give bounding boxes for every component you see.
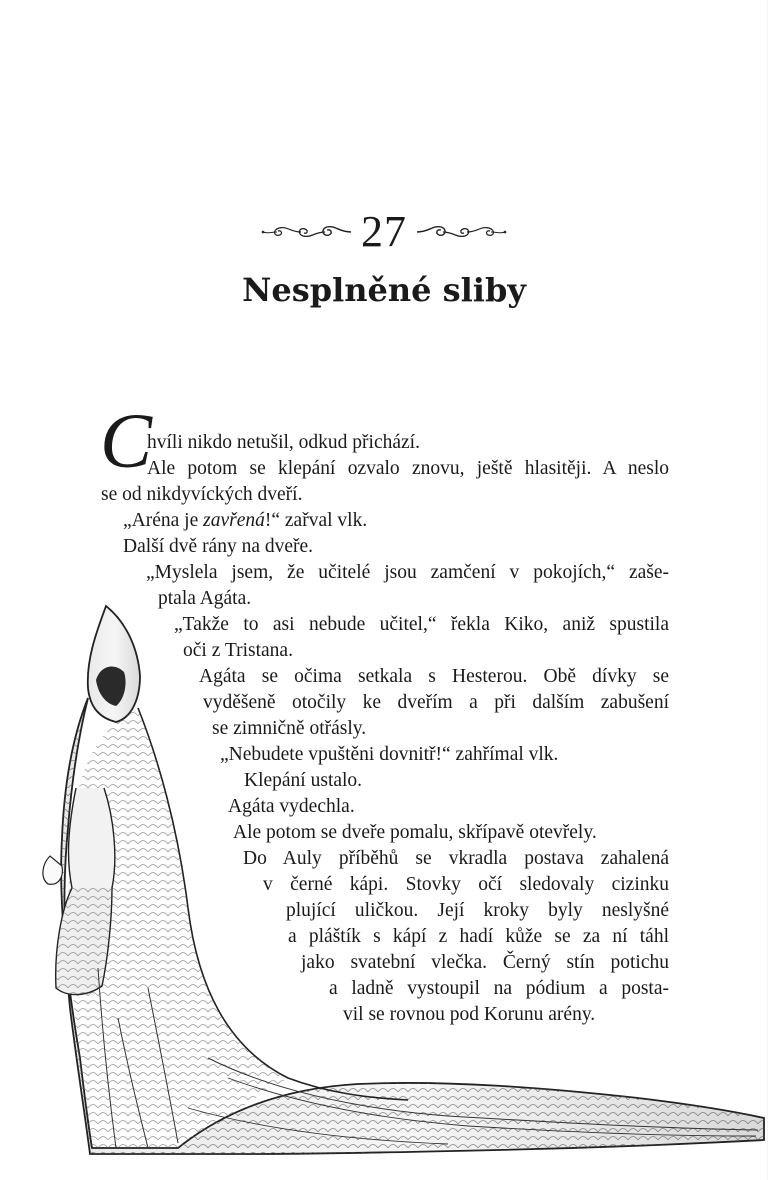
text-fragment: „Aréna je — [123, 510, 204, 531]
text-line: oči z Tristana. — [183, 640, 293, 661]
text-line: jako svatební vlečka. Černý stín potichu — [301, 952, 669, 973]
text-line-italic-emphasis — [123, 508, 367, 534]
chapter-heading — [0, 208, 768, 256]
text-fragment: !“ zařval vlk. — [264, 510, 368, 531]
text-line: ptala Agáta. — [158, 588, 252, 609]
text-line: Do Auly příběhů se vkradla postava zahalená — [243, 848, 669, 869]
text-line: a ladně vystoupil na pódium a posta- — [329, 978, 669, 999]
italic-word: zavřená — [203, 510, 265, 531]
text-line: Agáta se očima setkala s Hesterou. Obě dívky se — [199, 666, 669, 687]
text-line: se od nikdyvíckých dveří. — [101, 484, 303, 505]
text-line: Agáta vydechla. — [228, 796, 355, 817]
drop-cap: C — [100, 397, 153, 484]
text-line: „Nebudete vpuštěni dovnitř!“ zahřímal vlk. — [220, 744, 559, 765]
text-line: „Myslela jsem, že učitelé jsou zamčení v pokojích,“ zaše- — [146, 562, 669, 583]
chapter-number: 27 — [361, 207, 407, 256]
text-line: se zimničně otřásly. — [212, 718, 367, 739]
chapter-title: Nesplněné sliby — [242, 271, 526, 309]
text-line: vil se rovnou pod Korunu arény. — [343, 1004, 596, 1025]
text-line: vyděšeně otočily ke dveřím a při dalším zabušení — [203, 692, 669, 713]
text-line: plující uličkou. Její kroky byly neslyšné — [286, 900, 669, 921]
text-line: hvíli nikdo netušil, odkud přichází. — [147, 432, 420, 453]
text-line: a pláštík s kápí z hadí kůže se za ní táhl — [288, 926, 669, 947]
text-line: „Takže to asi nebude učitel,“ řekla Kiko, aniž spustila — [174, 614, 669, 635]
text-line: Ale potom se dveře pomalu, skřípavě otevřely. — [233, 822, 597, 843]
text-line: Ale potom se klepání ozvalo znovu, ještě hlasitěji. A neslo — [147, 458, 669, 479]
left-flourish-ornament — [261, 221, 353, 243]
text-line: Klepání ustalo. — [244, 770, 363, 791]
text-line: Další dvě rány na dveře. — [123, 536, 314, 557]
right-flourish-ornament — [415, 221, 507, 243]
text-line: v černé kápi. Stovky očí sledovaly cizinku — [263, 874, 669, 895]
